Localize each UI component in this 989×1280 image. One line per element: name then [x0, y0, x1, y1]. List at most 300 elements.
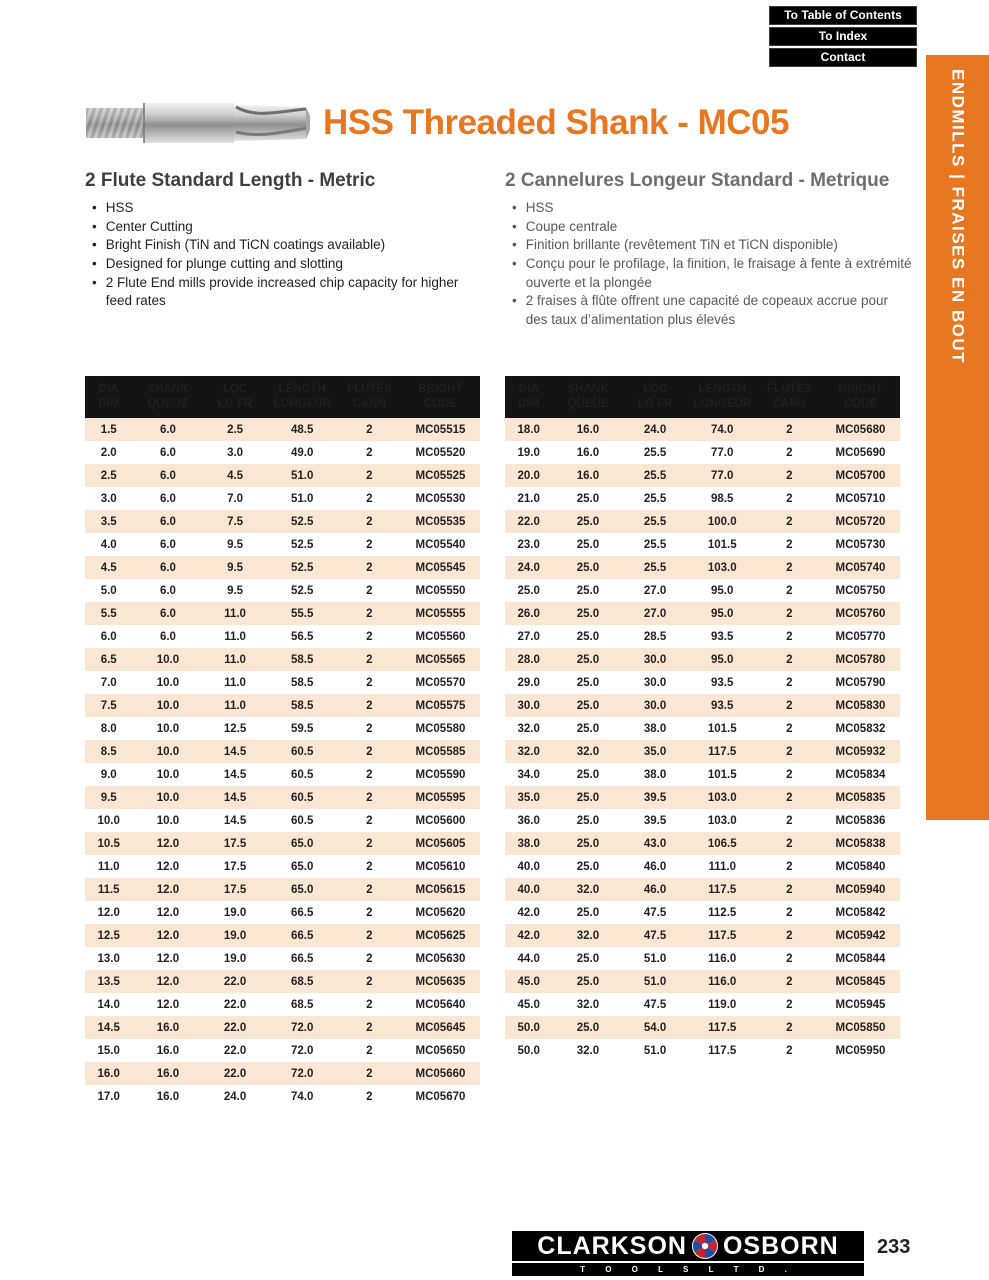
table-cell: 25.0 — [576, 860, 600, 873]
table-cell: 2 — [786, 998, 793, 1011]
table-cell: 6.0 — [159, 423, 176, 436]
table-cell: 117.5 — [708, 883, 737, 896]
table-cell: 101.5 — [707, 768, 737, 781]
table-cell: 30.0 — [643, 653, 667, 666]
table-cell: 6.5 — [100, 653, 117, 666]
table-cell: 2 — [366, 975, 373, 988]
table-cell: 93.5 — [711, 676, 734, 689]
spec-table-right — [505, 376, 900, 1062]
table-row — [505, 487, 900, 510]
column-header: LENGTH LONGEUR — [693, 383, 751, 410]
table-cell: 3.5 — [100, 515, 117, 528]
table-cell: 65.0 — [291, 883, 314, 896]
table-cell: MC05535 — [415, 515, 466, 528]
table-cell: 65.0 — [291, 837, 314, 850]
table-cell: 2 — [366, 469, 373, 482]
table-cell: 24.0 — [223, 1090, 247, 1103]
table-cell: 10.0 — [156, 791, 180, 804]
table-cell: 8.5 — [100, 745, 117, 758]
table-cell: 2 — [786, 791, 793, 804]
table-cell: 74.0 — [711, 423, 734, 436]
table-cell: MC05660 — [415, 1067, 466, 1080]
table-cell: 19.0 — [223, 952, 247, 965]
table-cell: 25.0 — [576, 699, 600, 712]
table-cell: MC05942 — [835, 929, 886, 942]
table-row — [85, 579, 480, 602]
table-cell: 2.0 — [100, 446, 117, 459]
table-cell: 52.5 — [291, 584, 314, 597]
brand-emblem-icon — [691, 1232, 719, 1260]
table-cell: 10.0 — [156, 653, 180, 666]
table-cell: 22.0 — [223, 1021, 247, 1034]
table-cell: MC05844 — [835, 952, 886, 965]
table-cell: 16.0 — [156, 1044, 180, 1057]
table-cell: 51.0 — [643, 952, 667, 965]
table-cell: 19.0 — [223, 929, 247, 942]
table-cell: 25.5 — [643, 538, 667, 551]
table-cell: 39.5 — [643, 791, 667, 804]
table-cell: MC05650 — [415, 1044, 466, 1057]
table-cell: 66.5 — [291, 906, 314, 919]
endmill-image — [84, 92, 312, 154]
table-row — [85, 740, 480, 763]
table-cell: 2 — [366, 791, 373, 804]
table-cell: MC05680 — [835, 423, 886, 436]
table-cell: 48.5 — [291, 423, 314, 436]
bullet-item: • 2 fraises à flûte offrent une capacité de copeaux accrue pour des taux d’alimentation plus élevés — [505, 292, 913, 329]
table-cell: MC05770 — [835, 630, 886, 643]
table-cell: 22.0 — [223, 1044, 247, 1057]
table-cell: MC05850 — [835, 1021, 886, 1034]
table-row — [505, 786, 900, 809]
table-cell: 2 — [786, 768, 793, 781]
table-row — [85, 602, 480, 625]
table-cell: 77.0 — [711, 469, 734, 482]
table-cell: 65.0 — [291, 860, 314, 873]
table-cell: 42.0 — [517, 929, 540, 942]
table-cell: 116.0 — [708, 952, 737, 965]
table-cell: 14.5 — [223, 768, 247, 781]
table-cell: 25.0 — [576, 722, 600, 735]
table-cell: MC05630 — [415, 952, 466, 965]
table-row — [505, 625, 900, 648]
table-cell: 27.0 — [643, 607, 667, 620]
spec-table-left — [85, 376, 480, 1108]
table-cell: 25.0 — [576, 492, 600, 505]
table-cell: 17.5 — [223, 860, 247, 873]
bullet-list-english — [85, 199, 477, 311]
table-cell: MC05840 — [835, 860, 886, 873]
table-cell: 2 — [366, 952, 373, 965]
table-cell: 16.0 — [97, 1067, 120, 1080]
table-cell: 3.0 — [100, 492, 117, 505]
table-cell: 66.5 — [291, 929, 314, 942]
column-header: LOC LG FR — [217, 383, 253, 410]
column-header: SHANK QUEUE — [567, 383, 609, 410]
table-cell: 9.0 — [100, 768, 117, 781]
table-body — [505, 418, 900, 1062]
table-cell: 27.0 — [517, 630, 540, 643]
table-row — [505, 579, 900, 602]
table-cell: MC05740 — [835, 561, 886, 574]
table-header-row — [505, 376, 900, 418]
table-cell: 51.0 — [643, 975, 667, 988]
table-cell: 15.0 — [97, 1044, 120, 1057]
table-cell: 24.0 — [517, 561, 540, 574]
table-cell: 25.0 — [576, 676, 600, 689]
table-cell: 2 — [366, 1090, 373, 1103]
table-cell: 60.5 — [291, 745, 314, 758]
table-cell: 25.5 — [643, 561, 667, 574]
table-row — [85, 418, 480, 441]
table-cell: 42.0 — [517, 906, 540, 919]
table-cell: 25.0 — [576, 791, 600, 804]
table-row — [85, 901, 480, 924]
table-cell: 19.0 — [517, 446, 540, 459]
column-header: LENGTH LONGEUR — [273, 383, 331, 410]
table-cell: MC05690 — [835, 446, 886, 459]
table-cell: 47.5 — [643, 906, 667, 919]
table-row — [505, 878, 900, 901]
table-cell: 98.5 — [711, 492, 734, 505]
table-cell: 56.5 — [291, 630, 314, 643]
table-cell: 2 — [786, 837, 793, 850]
table-cell: 1.5 — [100, 423, 117, 436]
table-body — [85, 418, 480, 1108]
table-cell: MC05520 — [415, 446, 466, 459]
table-cell: 25.0 — [576, 906, 600, 919]
table-cell: 6.0 — [100, 630, 117, 643]
table-cell: 4.5 — [100, 561, 117, 574]
table-cell: 25.0 — [576, 814, 600, 827]
table-cell: 2 — [786, 814, 793, 827]
table-cell: 10.0 — [156, 676, 180, 689]
table-cell: 6.0 — [159, 515, 176, 528]
section-side-tab — [926, 55, 989, 820]
table-cell: 25.5 — [643, 446, 667, 459]
table-cell: 25.0 — [576, 952, 600, 965]
table-cell: 2 — [786, 515, 793, 528]
table-cell: 10.0 — [156, 768, 180, 781]
table-cell: 2 — [786, 653, 793, 666]
table-row — [505, 694, 900, 717]
table-row — [505, 533, 900, 556]
table-cell: 44.0 — [517, 952, 540, 965]
table-cell: 25.0 — [576, 584, 600, 597]
table-cell: 12.0 — [156, 860, 180, 873]
table-cell: 11.0 — [224, 607, 246, 620]
table-row — [85, 1039, 480, 1062]
bullet-item: • Finition brillante (revêtement TiN et TiCN disponible) — [505, 236, 913, 255]
table-cell: 52.5 — [291, 538, 314, 551]
table-cell: 5.0 — [100, 584, 117, 597]
table-cell: 117.5 — [708, 929, 737, 942]
table-row — [505, 740, 900, 763]
table-cell: 7.5 — [227, 515, 244, 528]
page-title: HSS Threaded Shank - MC05 — [323, 103, 789, 142]
table-cell: MC05945 — [835, 998, 886, 1011]
table-cell: 93.5 — [711, 630, 734, 643]
table-cell: MC05515 — [415, 423, 466, 436]
table-cell: 2 — [366, 1044, 373, 1057]
table-cell: 25.5 — [643, 469, 667, 482]
table-cell: 106.5 — [707, 837, 737, 850]
table-cell: 16.0 — [156, 1067, 180, 1080]
table-cell: MC05670 — [415, 1090, 466, 1103]
table-cell: 17.0 — [97, 1090, 120, 1103]
table-row — [505, 717, 900, 740]
table-cell: 2 — [786, 607, 793, 620]
section-side-tab-label: ENDMILLS | FRAISES EN BOUT — [948, 69, 968, 364]
table-cell: 45.0 — [517, 975, 540, 988]
table-row — [85, 694, 480, 717]
table-cell: 12.0 — [156, 837, 180, 850]
table-cell: 2 — [786, 745, 793, 758]
table-cell: 60.5 — [291, 768, 314, 781]
table-cell: 14.5 — [223, 814, 247, 827]
table-cell: 51.0 — [291, 492, 314, 505]
bullet-item: • 2 Flute End mills provide increased chip capacity for higher feed rates — [85, 274, 477, 311]
table-cell: 51.0 — [643, 1044, 667, 1057]
table-row — [505, 763, 900, 786]
table-cell: 4.0 — [100, 538, 117, 551]
table-cell: 2 — [366, 883, 373, 896]
table-cell: 24.0 — [643, 423, 667, 436]
table-cell: 2 — [786, 906, 793, 919]
table-cell: 6.0 — [159, 630, 176, 643]
table-cell: 16.0 — [576, 469, 600, 482]
table-cell: MC05605 — [415, 837, 466, 850]
column-header: DIA DIM — [518, 383, 540, 410]
table-row — [505, 602, 900, 625]
table-cell: 22.0 — [223, 975, 247, 988]
table-cell: MC05842 — [835, 906, 886, 919]
table-cell: 32.0 — [576, 1044, 600, 1057]
table-cell: 6.0 — [159, 469, 176, 482]
table-cell: 2 — [786, 1044, 793, 1057]
table-cell: 2 — [786, 423, 793, 436]
table-cell: 11.5 — [97, 883, 120, 896]
table-cell: 2 — [366, 515, 373, 528]
heading-french: 2 Cannelures Longeur Standard - Metrique — [505, 170, 890, 191]
table-cell: 32.0 — [517, 745, 540, 758]
table-cell: 6.0 — [159, 492, 176, 505]
to-index-button[interactable]: To Index — [769, 27, 917, 46]
table-cell: 43.0 — [643, 837, 667, 850]
table-cell: 72.0 — [291, 1021, 314, 1034]
table-row — [85, 878, 480, 901]
table-cell: 25.0 — [576, 538, 600, 551]
column-header: FLUTES CANN — [346, 383, 392, 410]
table-cell: 10.5 — [97, 837, 120, 850]
table-cell: 2 — [786, 699, 793, 712]
table-cell: MC05600 — [415, 814, 466, 827]
table-cell: 27.0 — [643, 584, 667, 597]
table-row — [505, 993, 900, 1016]
table-cell: 2 — [366, 630, 373, 643]
table-cell: 58.5 — [291, 699, 314, 712]
table-cell: 25.0 — [576, 1021, 600, 1034]
table-cell: 74.0 — [291, 1090, 314, 1103]
table-row — [85, 832, 480, 855]
table-cell: 12.5 — [223, 722, 247, 735]
table-cell: 45.0 — [517, 998, 540, 1011]
table-row — [505, 648, 900, 671]
pdf-nav — [769, 6, 917, 67]
table-row — [85, 947, 480, 970]
table-cell: 2 — [366, 538, 373, 551]
table-cell: 38.0 — [643, 722, 667, 735]
table-cell: 2 — [366, 676, 373, 689]
table-row — [505, 924, 900, 947]
table-cell: 68.5 — [291, 998, 314, 1011]
table-cell: 12.0 — [156, 952, 180, 965]
table-row — [85, 441, 480, 464]
table-cell: 47.5 — [643, 929, 667, 942]
table-cell: 2 — [366, 768, 373, 781]
table-cell: 12.0 — [97, 906, 120, 919]
table-cell: MC05710 — [835, 492, 886, 505]
table-cell: 30.0 — [643, 699, 667, 712]
table-cell: 9.5 — [227, 561, 244, 574]
table-cell: 95.0 — [711, 607, 734, 620]
table-row — [85, 464, 480, 487]
table-row — [85, 809, 480, 832]
table-cell: 9.5 — [227, 584, 244, 597]
table-cell: 95.0 — [711, 653, 734, 666]
table-cell: MC05585 — [415, 745, 466, 758]
table-row — [85, 510, 480, 533]
table-cell: 19.0 — [223, 906, 247, 919]
bullet-item: • Coupe centrale — [505, 218, 913, 237]
bullet-item: • HSS — [505, 199, 913, 218]
table-row — [85, 924, 480, 947]
table-cell: 2 — [786, 975, 793, 988]
table-cell: 6.0 — [159, 584, 176, 597]
table-cell: 38.0 — [517, 837, 540, 850]
table-cell: 28.5 — [643, 630, 667, 643]
table-cell: 12.0 — [156, 906, 180, 919]
table-cell: MC05555 — [415, 607, 466, 620]
table-row — [85, 648, 480, 671]
table-cell: 9.5 — [100, 791, 117, 804]
table-cell: MC05580 — [415, 722, 466, 735]
table-cell: 2 — [366, 492, 373, 505]
table-cell: 40.0 — [517, 860, 540, 873]
table-cell: MC05525 — [415, 469, 466, 482]
table-cell: 2 — [786, 561, 793, 574]
table-cell: 21.0 — [517, 492, 540, 505]
table-cell: 23.0 — [517, 538, 540, 551]
table-row — [505, 970, 900, 993]
bullet-list-french — [505, 199, 913, 329]
table-cell: 35.0 — [517, 791, 540, 804]
table-cell: 55.5 — [291, 607, 314, 620]
table-cell: 2 — [366, 745, 373, 758]
table-cell: 40.0 — [517, 883, 540, 896]
table-cell: 93.5 — [711, 699, 734, 712]
table-cell: 2 — [786, 1021, 793, 1034]
table-cell: 34.0 — [517, 768, 540, 781]
table-cell: 2.5 — [227, 423, 244, 436]
table-row — [85, 487, 480, 510]
table-cell: MC05940 — [835, 883, 886, 896]
table-row — [85, 993, 480, 1016]
table-cell: 2 — [366, 860, 373, 873]
table-cell: 22.0 — [223, 998, 247, 1011]
table-cell: 17.5 — [223, 883, 247, 896]
table-cell: MC05950 — [835, 1044, 886, 1057]
brand-logo-right-text: OSBORN — [722, 1231, 839, 1260]
table-cell: 32.0 — [517, 722, 540, 735]
table-cell: MC05530 — [415, 492, 466, 505]
table-cell: 51.0 — [291, 469, 314, 482]
table-cell: 25.5 — [643, 492, 667, 505]
table-row — [85, 671, 480, 694]
table-cell: 2.5 — [100, 469, 117, 482]
table-row — [505, 671, 900, 694]
bullet-item: • Designed for plunge cutting and slotting — [85, 255, 477, 274]
table-cell: MC05570 — [415, 676, 466, 689]
table-row — [85, 1062, 480, 1085]
table-cell: 2 — [366, 906, 373, 919]
table-cell: 25.0 — [576, 561, 600, 574]
table-cell: 13.5 — [97, 975, 120, 988]
table-cell: 101.5 — [707, 538, 737, 551]
table-cell: 32.0 — [576, 929, 600, 942]
table-row — [505, 901, 900, 924]
page-number: 233 — [877, 1236, 911, 1258]
table-cell: 12.0 — [156, 998, 180, 1011]
table-cell: 52.5 — [291, 515, 314, 528]
table-cell: 2 — [786, 469, 793, 482]
table-cell: 7.0 — [227, 492, 244, 505]
table-cell: 117.5 — [708, 745, 737, 758]
table-cell: 11.0 — [224, 630, 246, 643]
table-cell: 2 — [786, 860, 793, 873]
table-cell: 50.0 — [517, 1044, 540, 1057]
table-cell: MC05635 — [415, 975, 466, 988]
table-row — [505, 1039, 900, 1062]
table-cell: MC05575 — [415, 699, 466, 712]
table-cell: 25.0 — [576, 515, 600, 528]
table-cell: 2 — [366, 607, 373, 620]
table-cell: 36.0 — [517, 814, 540, 827]
table-cell: MC05545 — [415, 561, 466, 574]
contact-button[interactable]: Contact — [769, 48, 917, 67]
table-row — [85, 786, 480, 809]
column-header: BRIGHT CODE — [418, 383, 463, 410]
table-cell: 12.0 — [156, 929, 180, 942]
table-cell: MC05834 — [835, 768, 886, 781]
table-cell: 32.0 — [576, 883, 600, 896]
table-cell: 6.0 — [159, 446, 176, 459]
table-cell: 35.0 — [643, 745, 667, 758]
bullet-item: • Conçu pour le profilage, la finition, le fraisage à fente à extrémité ouverte et la plongée — [505, 255, 913, 292]
table-cell: 100.0 — [707, 515, 737, 528]
bullet-item: • HSS — [85, 199, 477, 218]
table-cell: 50.0 — [517, 1021, 540, 1034]
bullet-item: • Center Cutting — [85, 218, 477, 237]
table-cell: 2 — [366, 584, 373, 597]
table-cell: 5.5 — [100, 607, 117, 620]
table-cell: 17.5 — [223, 837, 247, 850]
to-table-of-contents-button[interactable]: To Table of Contents — [769, 6, 917, 25]
table-cell: 32.0 — [576, 745, 600, 758]
table-cell: 2 — [786, 676, 793, 689]
column-header: SHANK QUEUE — [147, 383, 189, 410]
table-cell: 117.5 — [708, 1021, 737, 1034]
